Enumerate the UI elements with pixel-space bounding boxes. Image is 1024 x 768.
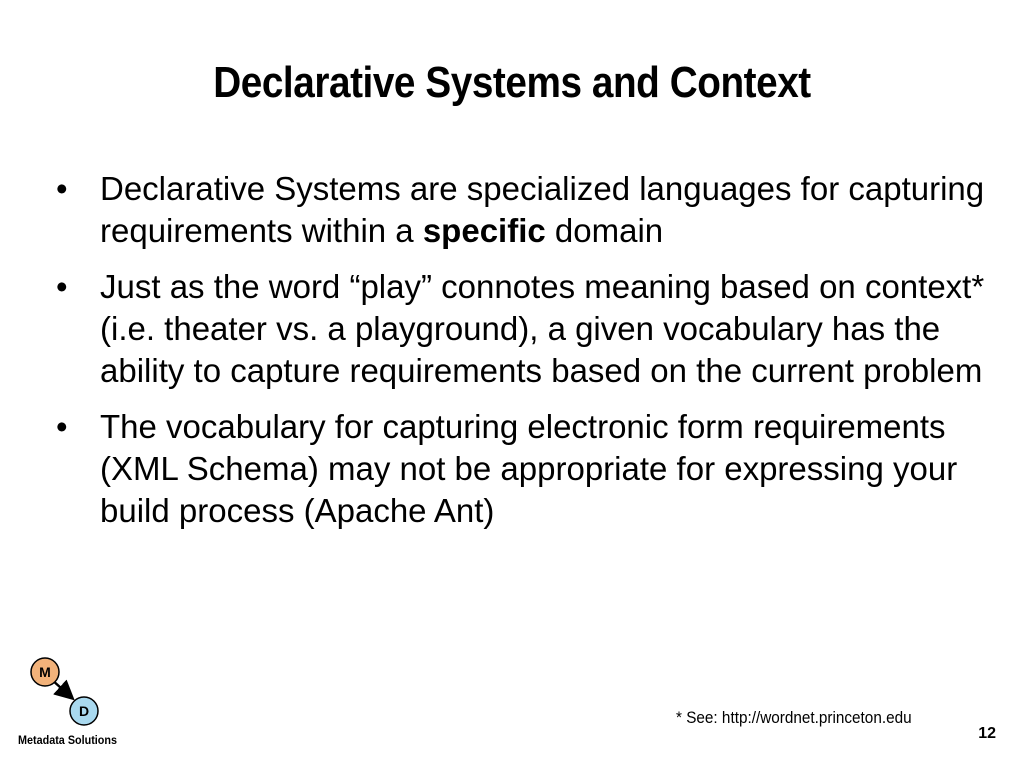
bullet-item-2: [56, 266, 986, 392]
bullet-list: [56, 168, 986, 546]
page-number: 12: [978, 725, 996, 742]
bullet-item-3: [56, 406, 986, 532]
footnote: * See: http://wordnet.princeton.edu: [676, 708, 912, 727]
logo-graphic: [18, 655, 148, 735]
bullet-text: The vocabulary for capturing electronic form requirements (XML Schema) may not be appropriate for expressing your build process (Apache Ant): [100, 408, 958, 529]
logo-letter-d: D: [78, 703, 90, 719]
bullet-text: Just as the word “play” connotes meaning based on context* (i.e. theater vs. a playground), a given vocabulary has the ability to capture requirements based on the current problem: [100, 268, 985, 389]
bullet-marker: •: [56, 268, 68, 305]
bullet-marker: •: [56, 170, 68, 207]
slide-title: Declarative Systems and Context: [213, 58, 811, 107]
bullet-marker: •: [56, 408, 68, 445]
logo-letter-m: M: [39, 664, 51, 680]
bullet-text-part: domain: [545, 212, 664, 249]
company-logo: [18, 655, 148, 755]
bullet-text-part: Declarative Systems are specialized languages for capturing requirements within a: [100, 170, 985, 249]
bullet-item-1: [56, 168, 986, 252]
bullet-emphasis: specific: [422, 212, 546, 249]
company-name: Metadata Solutions: [18, 733, 118, 747]
